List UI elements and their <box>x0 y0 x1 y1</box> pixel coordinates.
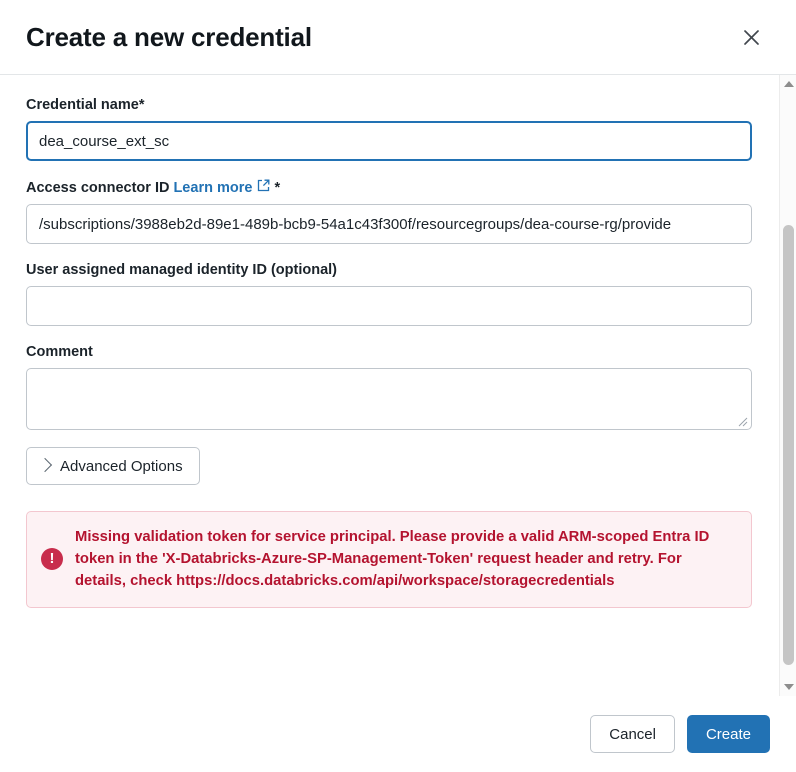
access-connector-value: /subscriptions/3988eb2d-89e1-489b-bcb9-54a1c43f300f/resourcegroups/dea-course-rg/provide <box>39 215 672 233</box>
dialog-header <box>0 0 796 74</box>
scroll-up-arrow-icon[interactable] <box>780 75 796 93</box>
advanced-options-label: Advanced Options <box>60 457 183 475</box>
cancel-button[interactable]: Cancel <box>590 715 675 753</box>
access-connector-label <box>26 179 752 196</box>
credential-name-input[interactable] <box>26 121 752 161</box>
scrollbar-thumb[interactable] <box>783 225 794 665</box>
error-alert <box>26 511 752 608</box>
credential-name-field <box>26 97 752 161</box>
access-connector-label-text: Access connector ID <box>26 179 170 196</box>
access-connector-field <box>26 179 752 244</box>
access-connector-input[interactable] <box>26 204 752 244</box>
managed-identity-label: User assigned managed identity ID (optional) <box>26 262 337 278</box>
dialog-footer <box>0 696 796 772</box>
credential-form <box>0 75 778 696</box>
learn-more-link[interactable]: Learn more <box>173 179 253 196</box>
page-title: Create a new credential <box>26 21 312 52</box>
managed-identity-field <box>26 262 752 326</box>
comment-textarea[interactable] <box>26 368 752 430</box>
required-marker: * <box>274 179 281 196</box>
error-icon: ! <box>41 548 63 570</box>
close-icon[interactable] <box>734 20 768 54</box>
dialog-body <box>0 74 796 696</box>
external-link-icon <box>257 179 270 196</box>
scroll-down-arrow-icon[interactable] <box>780 678 796 696</box>
comment-label: Comment <box>26 344 93 360</box>
resize-handle-icon[interactable] <box>736 414 748 426</box>
vertical-scrollbar[interactable] <box>779 75 796 696</box>
credential-name-label: Credential name* <box>26 97 145 113</box>
managed-identity-input[interactable] <box>26 286 752 326</box>
create-button[interactable]: Create <box>687 715 770 753</box>
credential-name-value: dea_course_ext_sc <box>39 132 170 150</box>
chevron-right-icon <box>38 458 52 472</box>
comment-field <box>26 344 752 430</box>
advanced-options-button[interactable] <box>26 447 200 485</box>
error-message: Missing validation token for service principal. Please provide a valid ARM-scoped Entra ID token in the 'X-Databricks-Azure-SP-Management-Token' request header and retry. For details, check https://docs.databricks.com/api/workspace/storagecredentials <box>75 529 710 590</box>
